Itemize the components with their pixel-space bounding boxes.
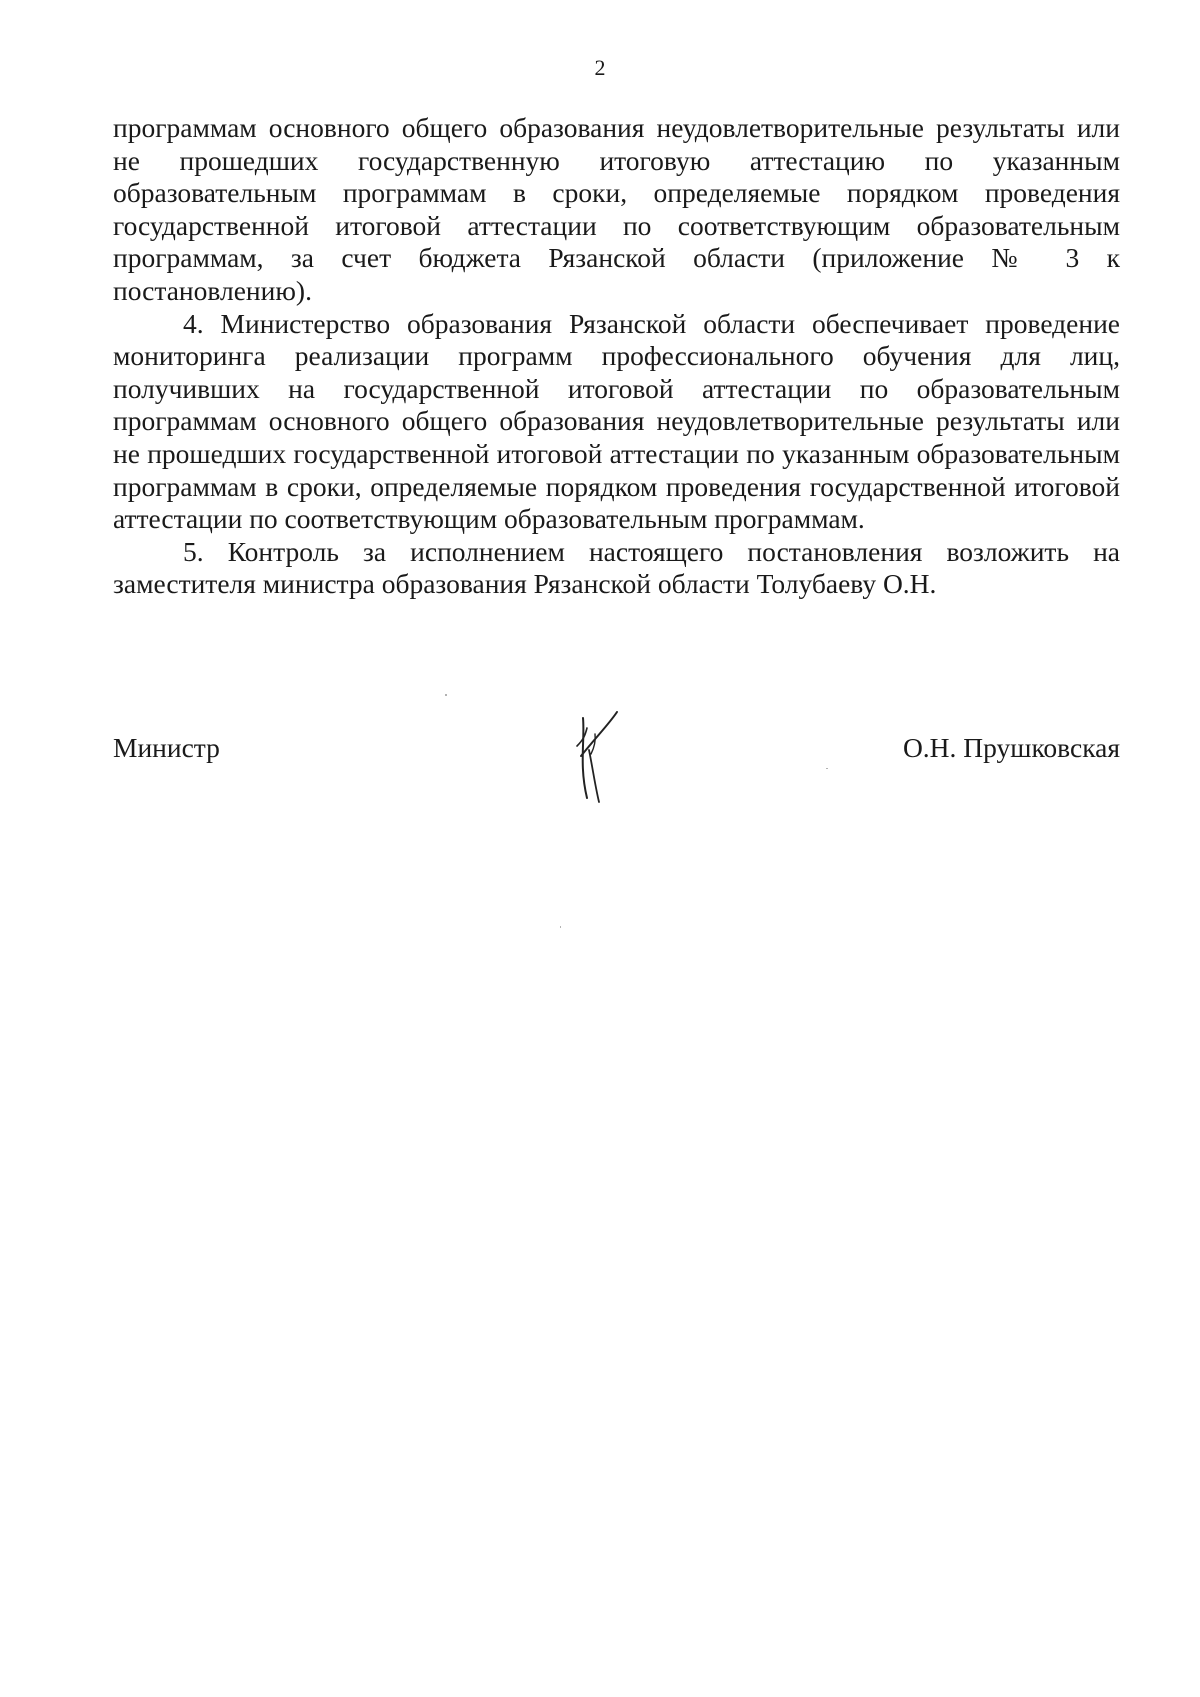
scan-speck [445, 694, 447, 696]
scan-speck [826, 768, 828, 769]
signatory-position: Министр [113, 732, 220, 763]
scan-speck [560, 926, 561, 928]
paragraph-item-4: 4. Министерство образования Рязанской области обеспечивает проведение мониторинга реализации программ профессионального обучения для лиц, получивших на государственной итоговой аттестации по образовательным программам основного общего образования неудовлетворительные результаты или не прошедших государственной итоговой аттестации по указанным образовательным программам в сроки, определяемые порядком проведения государственной итоговой аттестации по соответствующим образовательным программам. [113, 307, 1120, 535]
handwritten-signature [565, 710, 625, 805]
page-number: 2 [594, 55, 606, 80]
signatory-name: О.Н. Прушковская [902, 732, 1120, 763]
paragraph-item-5: 5. Контроль за исполнением настоящего постановления возложить на заместителя министра образования Рязанской области Толубаеву О.Н. [113, 535, 1120, 600]
document-body [113, 112, 1120, 601]
paragraph-continuation: программам основного общего образования неудовлетворительные результаты или не прошедших государственную итоговую аттестацию по указанным образовательным программам в сроки, определяемые порядком проведения государственной итоговой аттестации по соответствующим образовательным программам, за счет бюджета Рязанской области (приложение № 3 к постановлению). [113, 112, 1120, 306]
